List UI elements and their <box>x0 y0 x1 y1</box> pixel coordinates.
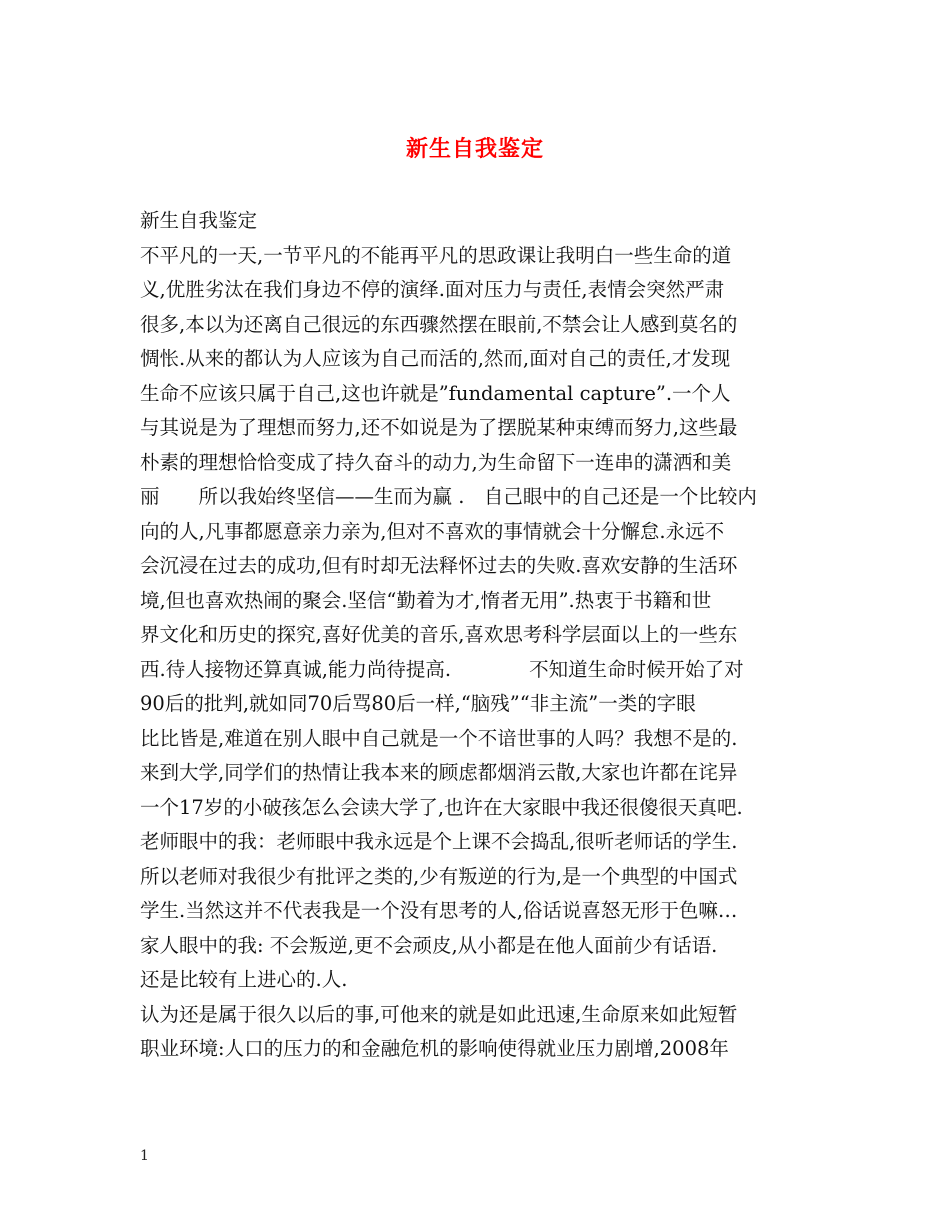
text-line: 职业环境:人口的压力的和金融危机的影响使得就业压力剧增,2008年 <box>140 1037 729 1060</box>
text-line: 朴素的理想恰恰变成了持久奋斗的动力,为生命留下一连串的潇洒和美 <box>140 450 732 474</box>
text-line: 新生自我鉴定 <box>140 209 258 232</box>
text-line: 西.待人接物还算真诚,能力尚待提高. 不知道生命时候开始了对 <box>140 657 744 681</box>
text-line: 与其说是为了理想而努力,还不如说是为了摆脱某种束缚而努力,这些最 <box>140 416 738 439</box>
text-line: 一个17岁的小破孩怎么会读大学了,也许在大家眼中我还很傻很天真吧. <box>140 795 743 819</box>
page-number: 1 <box>140 1148 149 1164</box>
page-title: 新生自我鉴定 <box>405 136 544 162</box>
document-body <box>140 204 820 1067</box>
text-line: 义,优胜劣汰在我们身边不停的演绎.面对压力与责任,表情会突然严肃 <box>140 278 725 301</box>
text-line: 家人眼中的我: 不会叛逆,更不会顽皮,从小都是在他人面前少有话语. <box>140 933 718 957</box>
text-line: 比比皆是,难道在别人眼中自己就是一个不谙世事的人吗？我想不是的. <box>140 726 738 750</box>
text-line: 会沉浸在过去的成功,但有时却无法释怀过去的失败.喜欢安静的生活环 <box>140 554 738 577</box>
text-line: 丽 所以我始终坚信——生而为赢 . 自己眼中的自己还是一个比较内 <box>140 485 757 508</box>
text-line: 90后的批判,就如同70后骂80后一样,“脑残”“非主流”一类的字眼 <box>140 692 696 715</box>
text-line: 认为还是属于很久以后的事,可他来的就是如此迅速,生命原来如此短暂 <box>140 1002 738 1026</box>
text-line: 境,但也喜欢热闹的聚会.坚信“勤着为才,惰者无用”.热衷于书籍和世 <box>140 588 712 612</box>
text-line: 很多,本以为还离自己很远的东西骤然摆在眼前,不禁会让人感到莫名的 <box>140 312 738 336</box>
text-line: 向的人,凡事都愿意亲力亲为,但对不喜欢的事情就会十分懈怠.永远不 <box>140 519 725 543</box>
text-line: 不平凡的一天,一节平凡的不能再平凡的思政课让我明白一些生命的道 <box>140 243 732 267</box>
text-line: 惆怅.从来的都认为人应该为自己而活的,然而,面对自己的责任,才发现 <box>140 347 731 370</box>
text-line: 所以老师对我很少有批评之类的,少有叛逆的行为,是一个典型的中国式 <box>140 864 738 888</box>
text-line: 老师眼中的我：老师眼中我永远是个上课不会捣乱,很听老师话的学生. <box>140 830 738 853</box>
text-line: 界文化和历史的探究,喜好优美的音乐,喜欢思考科学层面以上的一些东 <box>140 623 738 646</box>
text-line: 还是比较有上进心的.人. <box>140 968 348 991</box>
text-line: 学生.当然这并不代表我是一个没有思考的人,俗话说喜怒无形于色嘛… <box>140 899 738 922</box>
text-line: 来到大学,同学们的热情让我本来的顾虑都烟消云散,大家也许都在诧异 <box>140 761 738 784</box>
text-line: 生命不应该只属于自己,这也许就是”fundamental capture”.一个人 <box>140 381 731 405</box>
